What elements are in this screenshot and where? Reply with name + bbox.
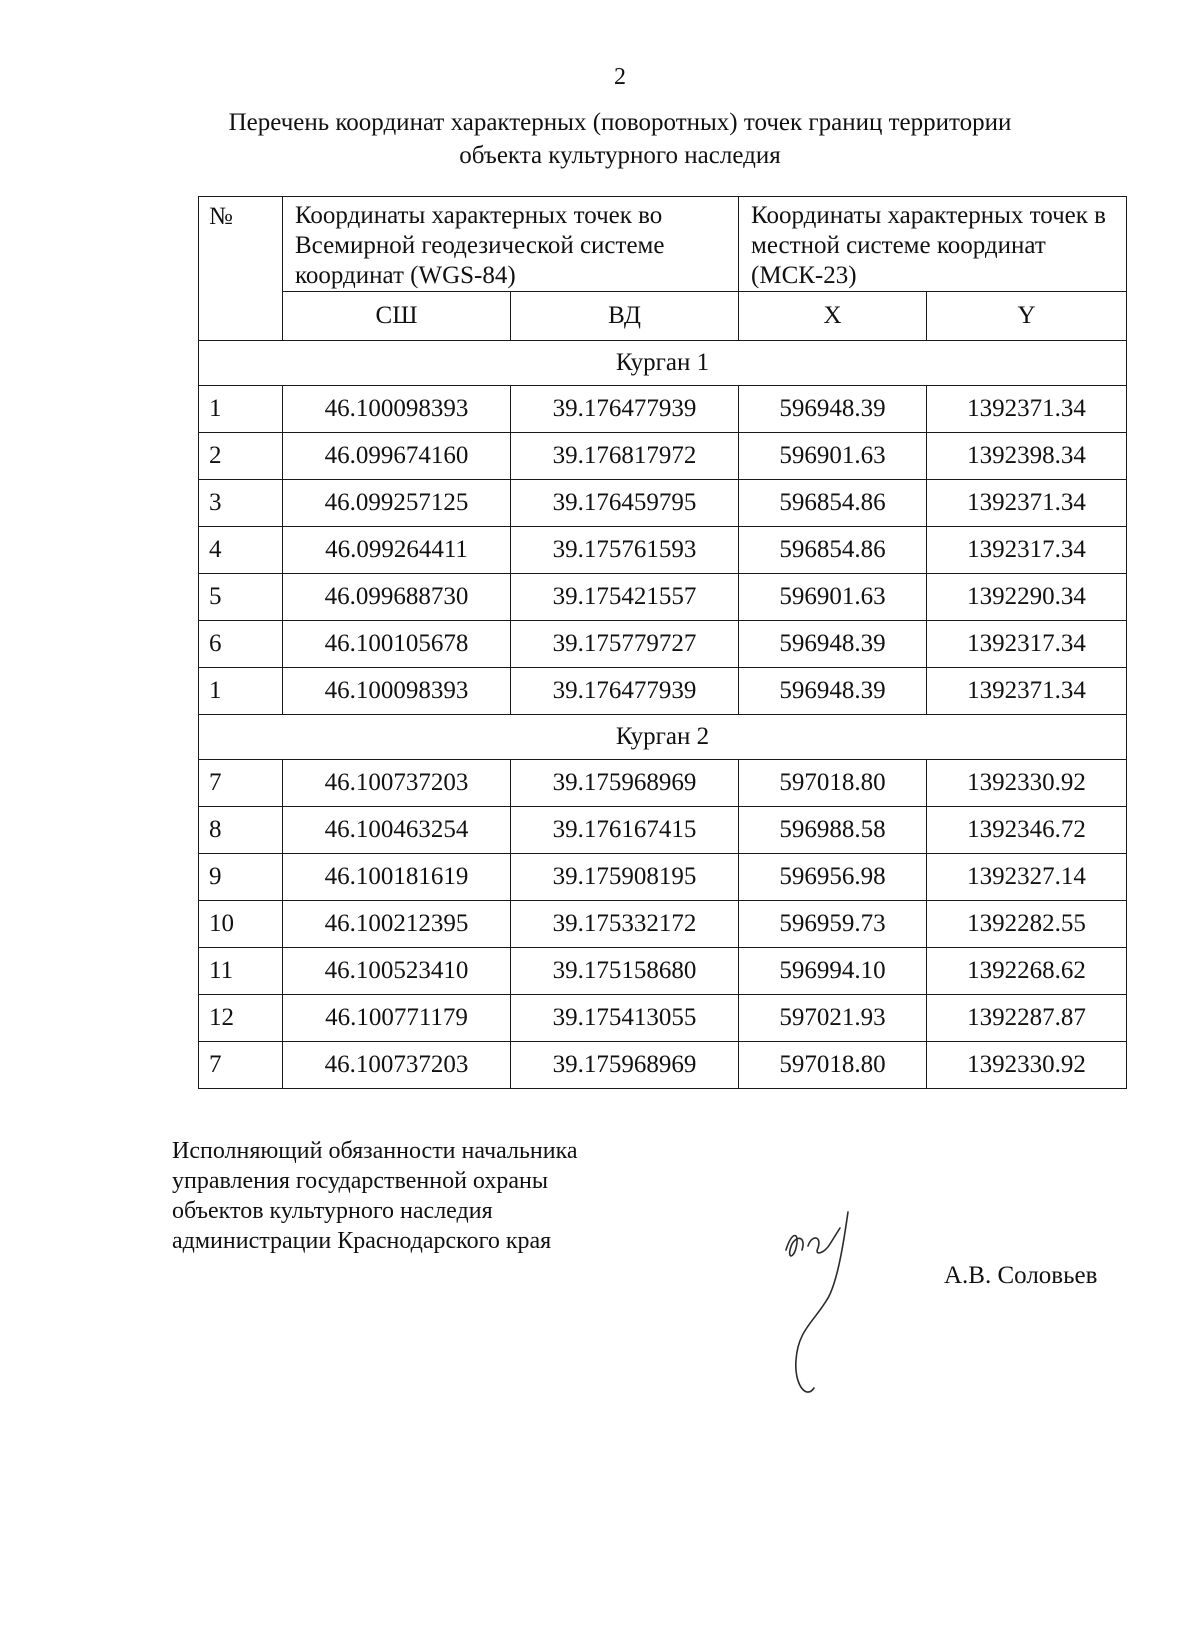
table-row <box>199 948 1127 995</box>
table-row <box>199 901 1127 948</box>
latitude-cell: 46.099688730 <box>283 574 511 621</box>
longitude-cell: 39.175158680 <box>511 948 739 995</box>
y-coordinate-cell: 1392371.34 <box>927 668 1127 715</box>
latitude-cell: 46.100737203 <box>283 1042 511 1089</box>
x-coordinate-cell: 596956.98 <box>739 854 927 901</box>
longitude-cell: 39.176817972 <box>511 433 739 480</box>
table-row <box>199 621 1127 668</box>
y-coordinate-cell: 1392317.34 <box>927 621 1127 668</box>
section-title: Курган 1 <box>199 341 1127 386</box>
section-title: Курган 2 <box>199 715 1127 760</box>
coordinates-table-body <box>199 341 1127 1089</box>
x-coordinate-cell: 597021.93 <box>739 995 927 1042</box>
table-row <box>199 433 1127 480</box>
header-x: X <box>739 292 927 341</box>
x-coordinate-cell: 597018.80 <box>739 760 927 807</box>
x-coordinate-cell: 596994.10 <box>739 948 927 995</box>
point-number-cell: 1 <box>199 386 283 433</box>
signatory-name: А.В. Соловьев <box>944 1262 1098 1289</box>
point-number-cell: 11 <box>199 948 283 995</box>
point-number-cell: 5 <box>199 574 283 621</box>
y-coordinate-cell: 1392287.87 <box>927 995 1127 1042</box>
y-coordinate-cell: 1392330.92 <box>927 760 1127 807</box>
longitude-cell: 39.175968969 <box>511 760 739 807</box>
x-coordinate-cell: 596948.39 <box>739 386 927 433</box>
coordinates-table <box>198 196 1127 1089</box>
latitude-cell: 46.100463254 <box>283 807 511 854</box>
point-number-cell: 9 <box>199 854 283 901</box>
point-number-cell: 8 <box>199 807 283 854</box>
y-coordinate-cell: 1392398.34 <box>927 433 1127 480</box>
latitude-cell: 46.100105678 <box>283 621 511 668</box>
header-wgs-group: Координаты характерных точек во Всемирной геодезической системе координат (WGS-84) <box>283 197 739 292</box>
x-coordinate-cell: 596948.39 <box>739 668 927 715</box>
longitude-cell: 39.176459795 <box>511 480 739 527</box>
longitude-cell: 39.175779727 <box>511 621 739 668</box>
signatory-position-line: Исполняющий обязанности начальника <box>172 1138 578 1164</box>
section-row <box>199 715 1127 760</box>
point-number-cell: 7 <box>199 760 283 807</box>
longitude-cell: 39.176477939 <box>511 668 739 715</box>
point-number-cell: 4 <box>199 527 283 574</box>
x-coordinate-cell: 596854.86 <box>739 527 927 574</box>
latitude-cell: 46.100181619 <box>283 854 511 901</box>
signatory-position <box>172 1136 578 1256</box>
latitude-cell: 46.099257125 <box>283 480 511 527</box>
point-number-cell: 12 <box>199 995 283 1042</box>
point-number-cell: 1 <box>199 668 283 715</box>
y-coordinate-cell: 1392327.14 <box>927 854 1127 901</box>
latitude-cell: 46.100212395 <box>283 901 511 948</box>
longitude-cell: 39.175332172 <box>511 901 739 948</box>
latitude-cell: 46.100098393 <box>283 386 511 433</box>
table-row <box>199 807 1127 854</box>
x-coordinate-cell: 596901.63 <box>739 574 927 621</box>
point-number-cell: 7 <box>199 1042 283 1089</box>
signatory-position-line: объектов культурного наследия <box>172 1198 493 1224</box>
point-number-cell: 10 <box>199 901 283 948</box>
y-coordinate-cell: 1392268.62 <box>927 948 1127 995</box>
signatory-position-line: управления государственной охраны <box>172 1168 548 1194</box>
table-row <box>199 574 1127 621</box>
longitude-cell: 39.175413055 <box>511 995 739 1042</box>
latitude-cell: 46.100771179 <box>283 995 511 1042</box>
y-coordinate-cell: 1392290.34 <box>927 574 1127 621</box>
y-coordinate-cell: 1392346.72 <box>927 807 1127 854</box>
header-longitude: ВД <box>511 292 739 341</box>
header-latitude: СШ <box>283 292 511 341</box>
header-y: Y <box>927 292 1127 341</box>
x-coordinate-cell: 597018.80 <box>739 1042 927 1089</box>
table-row <box>199 668 1127 715</box>
y-coordinate-cell: 1392282.55 <box>927 901 1127 948</box>
latitude-cell: 46.099674160 <box>283 433 511 480</box>
table-row <box>199 760 1127 807</box>
table-row <box>199 386 1127 433</box>
x-coordinate-cell: 596959.73 <box>739 901 927 948</box>
latitude-cell: 46.100737203 <box>283 760 511 807</box>
x-coordinate-cell: 596854.86 <box>739 480 927 527</box>
point-number-cell: 2 <box>199 433 283 480</box>
table-row <box>199 995 1127 1042</box>
longitude-cell: 39.175761593 <box>511 527 739 574</box>
page-number: 2 <box>614 64 626 90</box>
longitude-cell: 39.176167415 <box>511 807 739 854</box>
header-number: № <box>199 197 283 341</box>
y-coordinate-cell: 1392371.34 <box>927 386 1127 433</box>
y-coordinate-cell: 1392330.92 <box>927 1042 1127 1089</box>
latitude-cell: 46.100523410 <box>283 948 511 995</box>
x-coordinate-cell: 596901.63 <box>739 433 927 480</box>
latitude-cell: 46.099264411 <box>283 527 511 574</box>
y-coordinate-cell: 1392317.34 <box>927 527 1127 574</box>
longitude-cell: 39.175968969 <box>511 1042 739 1089</box>
latitude-cell: 46.100098393 <box>283 668 511 715</box>
x-coordinate-cell: 596948.39 <box>739 621 927 668</box>
handwritten-signature-icon <box>778 1210 888 1410</box>
table-row <box>199 1042 1127 1089</box>
table-row <box>199 854 1127 901</box>
longitude-cell: 39.175421557 <box>511 574 739 621</box>
document-title-line-1: Перечень координат характерных (поворотных) точек границ территории <box>228 109 1012 136</box>
point-number-cell: 3 <box>199 480 283 527</box>
x-coordinate-cell: 596988.58 <box>739 807 927 854</box>
document-title <box>150 106 1090 172</box>
table-row <box>199 527 1127 574</box>
longitude-cell: 39.176477939 <box>511 386 739 433</box>
header-msk-group: Координаты характерных точек в местной системе координат (МСК-23) <box>739 197 1127 292</box>
y-coordinate-cell: 1392371.34 <box>927 480 1127 527</box>
signatory-position-line: администрации Краснодарского края <box>172 1228 552 1254</box>
table-row <box>199 480 1127 527</box>
section-row <box>199 341 1127 386</box>
longitude-cell: 39.175908195 <box>511 854 739 901</box>
point-number-cell: 6 <box>199 621 283 668</box>
document-title-line-2: объекта культурного наследия <box>459 142 781 169</box>
